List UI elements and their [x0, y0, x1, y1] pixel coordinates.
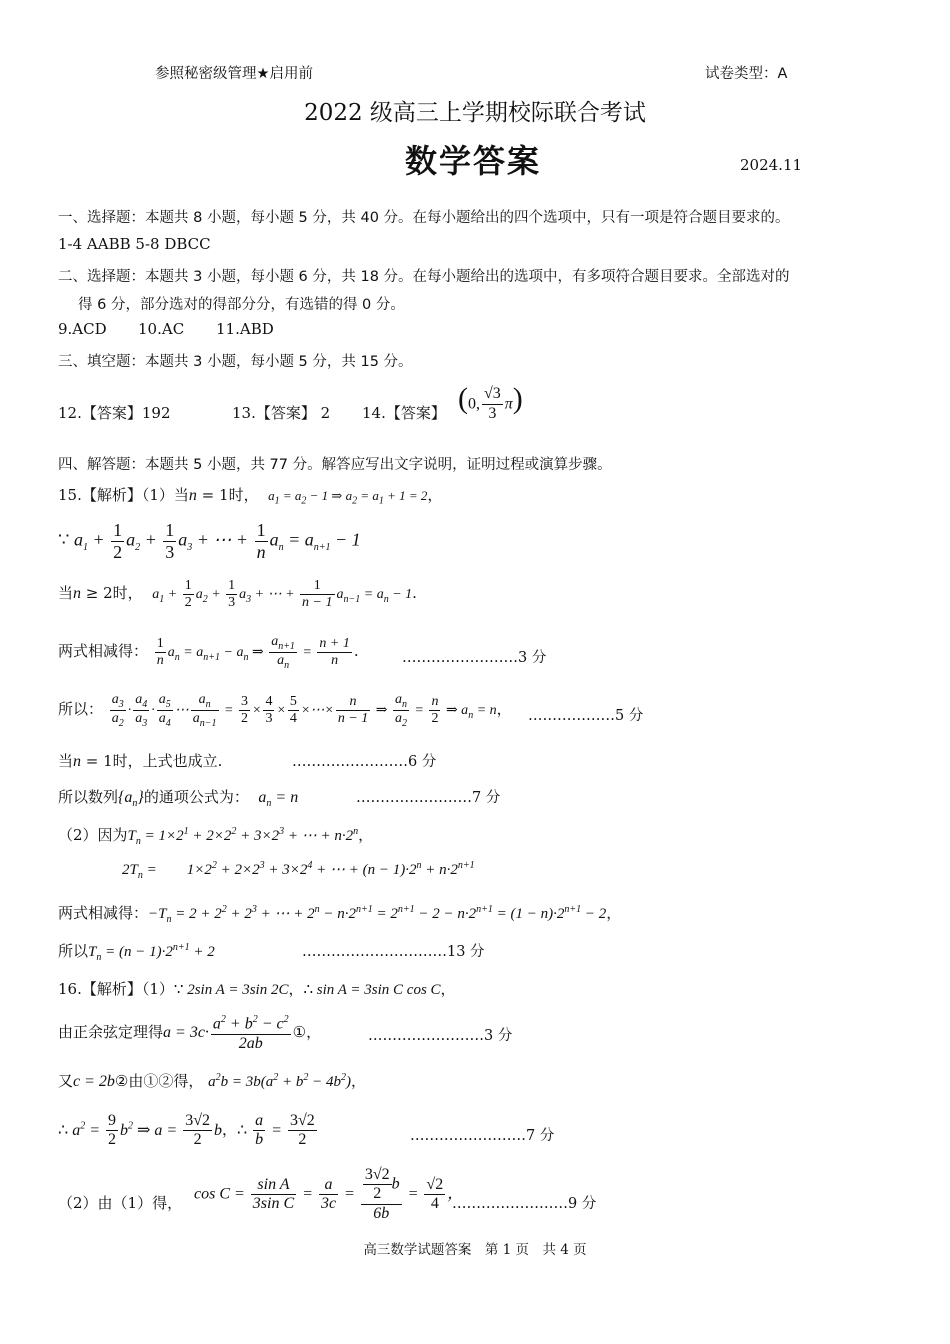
q16-points-3: ……………………3 分: [368, 1028, 513, 1044]
q15-points-7: ……………………7 分: [356, 790, 501, 806]
q16-relation: 又c = 2b②由①②得， $a^2b = 3b(a^2 + b^2 - 4b^2)$，: [58, 1072, 367, 1090]
answer-11: 11.ABD: [216, 320, 274, 338]
q16-part2-label: （2）由（1）得，: [58, 1194, 183, 1212]
answer-14-interval: (0, $\frac{√3}{3}$ π): [458, 382, 523, 422]
q15-sum-identity: ∵ $a_1$ + $\frac{1}{2}$ $a_2$ + $\frac{1}{3}$ $a_3$ + ⋯ + $\frac{1}{n}$ $a_n = a_{n+1} - 1$: [58, 520, 361, 562]
q15-points-5: ………………5 分: [528, 708, 644, 724]
paper-type-label: 试卷类型：A: [705, 66, 788, 82]
q15-part2-subtract: 两式相减得：$-T_n = 2 + 2^2 + 2^3$ + ⋯ + $2^n - n\cdot 2^{n+1} = 2^{n+1} - 2 - n\cdot 2^{n+1} = (1 - n)\cdot 2^{n+1} - 2$，: [58, 904, 622, 925]
q15-points-3: ……………………3 分: [402, 650, 547, 666]
q16-ratio: ∴ $a^2$ = $\frac{9}{2}$ $b^2$ ⇒ a = $\frac{3√2}{2}$ b，∴ $\frac{a}{b}$ = $\frac{3√2}{2}$: [58, 1112, 315, 1149]
section-2-heading: 二、选择题：本题共 3 小题，每小题 6 分，共 18 分。在每小题给出的选项中，有多项符合题目要求。全部选对的: [58, 269, 790, 285]
page-footer: 高三数学试题答案 第 1 页 共 4 页: [363, 1242, 587, 1258]
q15-line-1: 15.【解析】（1）当n = 1时， $a_1 = a_2 - 1$ ⇒ $a_2 = a_1 + 1 = 2$，: [58, 486, 443, 507]
q16-points-9: ……………………9 分: [452, 1196, 597, 1212]
answer-9: 9.ACD: [58, 320, 107, 338]
answer-13: 13.【答案】 2: [232, 404, 331, 422]
q16-points-7: ……………………7 分: [410, 1128, 555, 1144]
section-2-heading-cont: 得 6 分，部分选对的得部分分，有选错的得 0 分。: [78, 297, 405, 313]
q15-general-formula: 所以数列$\{a_n\}$的通项公式为： $a_n = n$: [58, 788, 299, 810]
exam-title: 2022 级高三上学期校际联合考试: [304, 100, 646, 126]
q15-points-6: ……………………6 分: [292, 754, 437, 770]
q16-law-of-cosines: 由正余弦定理得a = 3c· $\frac{a^2 + b^2 - c^2}{2ab}$ ①，: [58, 1014, 322, 1052]
section-1-heading: 一、选择题：本题共 8 小题，每小题 5 分，共 40 分。在每小题给出的四个选项中，只有一项是符合题目要求的。: [58, 210, 790, 226]
q15-part2-result: 所以$T_n = (n - 1)\cdot 2^{n+1} + 2$: [58, 942, 215, 963]
q15-subtract: 两式相减得： $\frac{1}{n}$ $a_n = a_{n+1} - a_n$ ⇒ $\frac{a_{n+1}}{a_n}$ = $\frac{n + 1}{n}$ .: [58, 634, 359, 672]
q15-n-ge-2: 当n ≥ 2时， $a_1$ + $\frac{1}{2}$ $a_2$ + $\frac{1}{3}$ $a_3$ + ⋯ + $\frac{1}{n - 1}$ $a_{n-1} = a_n - 1$.: [58, 578, 417, 611]
q16-cos-c: cos C = $\frac{\text{sin A}}{\text{3sin C}}$ = $\frac{a}{3c}$ = $\frac{3√2}{2}$ b 6b = $\frac{√2}{4}$ ，: [194, 1166, 464, 1222]
answer-10: 10.AC: [138, 320, 185, 338]
q15-part2-2tn: $2T_n$ = $1\times 2^2 + 2\times 2^3 + 3\times 2^4$ + ⋯ + $(n - 1)\cdot 2^n + n\cdot 2^{n+1}$: [122, 860, 475, 881]
confidentiality-label: 参照秘密级管理★启用前: [155, 66, 313, 82]
section-3-heading: 三、填空题：本题共 3 小题，每小题 5 分，共 15 分。: [58, 354, 413, 370]
q15-part2-tn: （2）因为$T_n = 1\times 2^1 + 2\times 2^2 + 3\times 2^3$ + ⋯ + $n\cdot 2^n$，: [58, 826, 374, 847]
answer-12: 12.【答案】192: [58, 404, 171, 422]
exam-date: 2024.11: [740, 156, 803, 174]
q15-n-eq-1: 当n = 1时，上式也成立.: [58, 752, 223, 770]
q15-product: 所以： $\frac{a_3}{a_2}$ · $\frac{a_4}{a_3}$ · $\frac{a_5}{a_4}$ ⋯ $\frac{a_n}{a_{n-1}}$ = $\frac{3}{2}$ × $\frac{4}{3}$ × $\frac{5}{4}$ ×⋯× $\frac{n}{n - 1}$ ⇒ $\frac{a_n}{a_2}$ = $\frac{n}{2}$ ⇒ $a_n = n$，: [58, 692, 512, 730]
answer-14-label: 14.【答案】: [362, 404, 446, 422]
q16-line-1: 16.【解析】（1）∵ 2sin A = 3sin 2C，∴ sin A = 3sin C cos C，: [58, 980, 456, 998]
section-1-answers: 1-4 AABB 5-8 DBCC: [58, 235, 211, 253]
section-4-heading: 四、解答题：本题共 5 小题，共 77 分。解答应写出文字说明，证明过程或演算步骤。: [58, 457, 612, 473]
answer-title: 数学答案: [405, 142, 542, 180]
q15-points-13: …………………………13 分: [302, 944, 485, 960]
